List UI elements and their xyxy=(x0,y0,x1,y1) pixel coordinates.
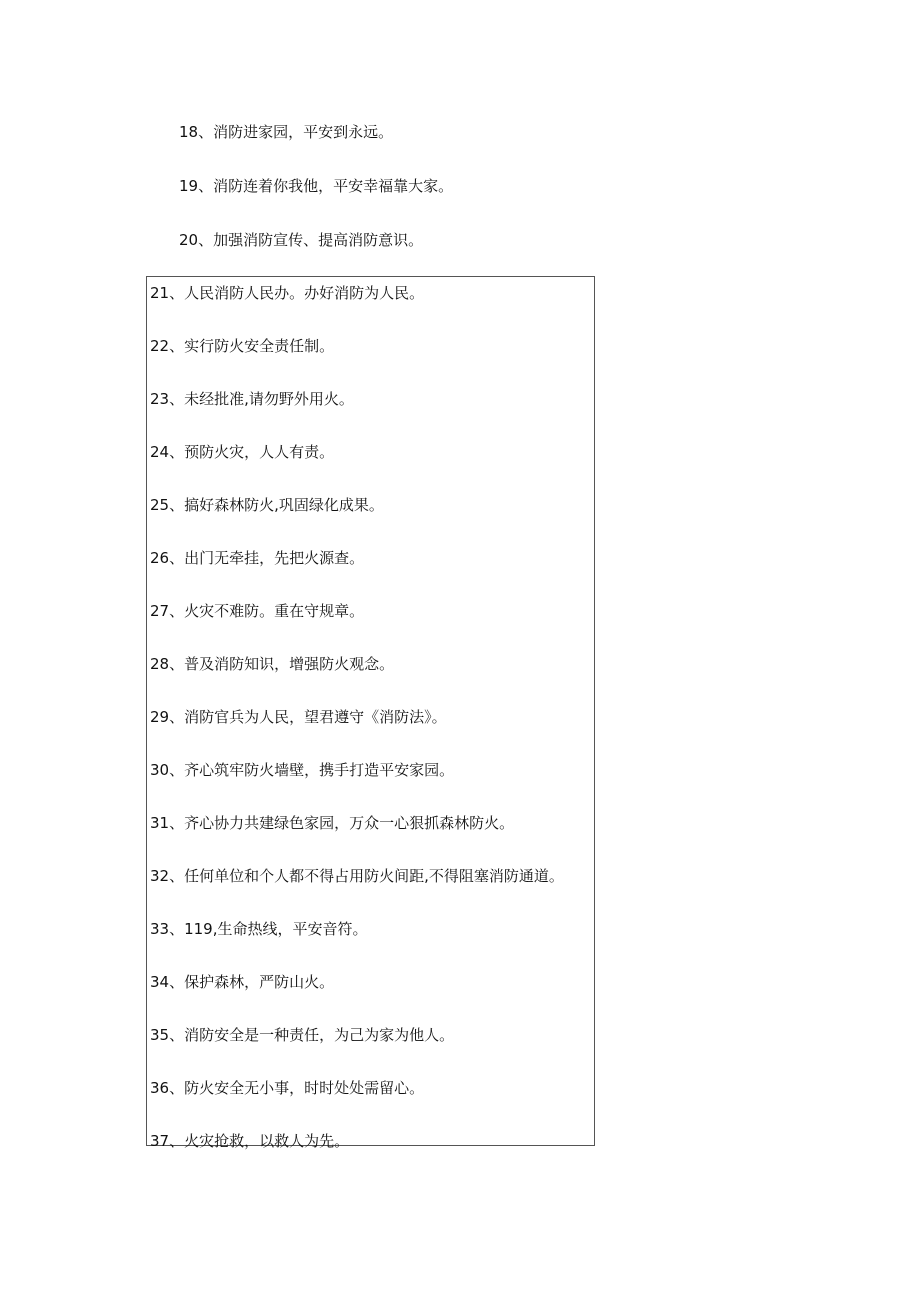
list-item: 37、火灾抢救，以救人为先。 xyxy=(150,1132,350,1150)
list-item: 35、消防安全是一种责任，为己为家为他人。 xyxy=(150,1026,455,1044)
list-item: 31、齐心协力共建绿色家园，万众一心狠抓森林防火。 xyxy=(150,814,515,832)
list-item: 28、普及消防知识，增强防火观念。 xyxy=(150,655,395,673)
boxed-slogan-list xyxy=(150,281,610,1182)
list-item: 20、加强消防宣传、提高消防意识。 xyxy=(179,231,424,249)
intro-slogan-list xyxy=(179,119,779,281)
slogan-text-box xyxy=(146,276,595,1150)
list-item: 26、出门无牵挂，先把火源查。 xyxy=(150,549,365,567)
list-item: 29、消防官兵为人民，望君遵守《消防法》。 xyxy=(150,708,447,726)
list-item: 34、保护森林，严防山火。 xyxy=(150,973,335,991)
list-item: 30、齐心筑牢防火墙壁，携手打造平安家园。 xyxy=(150,761,455,779)
list-item: 27、火灾不难防。重在守规章。 xyxy=(150,602,365,620)
list-item: 21、人民消防人民办。办好消防为人民。 xyxy=(150,284,425,302)
list-item: 32、任何单位和个人都不得占用防火间距,不得阻塞消防通道。 xyxy=(150,867,564,885)
list-item: 22、实行防火安全责任制。 xyxy=(150,337,335,355)
list-item: 36、防火安全无小事，时时处处需留心。 xyxy=(150,1079,425,1097)
list-item: 33、119,生命热线，平安音符。 xyxy=(150,920,368,938)
list-item: 19、消防连着你我他，平安幸福靠大家。 xyxy=(179,177,454,195)
list-item: 25、搞好森林防火,巩固绿化成果。 xyxy=(150,496,384,514)
list-item: 18、消防进家园，平安到永远。 xyxy=(179,123,394,141)
list-item: 24、预防火灾，人人有责。 xyxy=(150,443,335,461)
list-item: 23、未经批准,请勿野外用火。 xyxy=(150,390,354,408)
